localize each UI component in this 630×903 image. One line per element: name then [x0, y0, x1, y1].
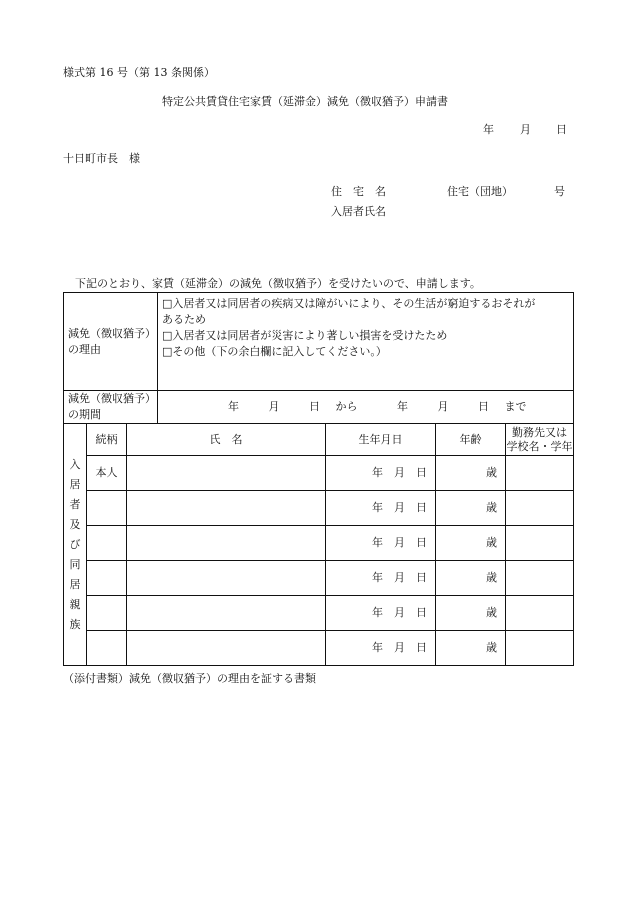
work-cell[interactable] — [506, 526, 574, 561]
relation-cell[interactable] — [87, 491, 127, 526]
date-month: 月 — [520, 123, 531, 136]
period-label: 減免（徴収猶予） の期間 — [64, 391, 158, 424]
resident-name-label: 入居者氏名 — [331, 205, 386, 218]
work-cell[interactable] — [506, 596, 574, 631]
header-work: 勤務先又は 学校名・学年 — [506, 424, 574, 456]
period-field[interactable]: 年 月 日 から 年 月 日 まで — [158, 391, 574, 424]
housing-text: 住宅（団地） — [447, 185, 513, 198]
birth-cell[interactable]: 年 月 日 — [326, 596, 436, 631]
work-cell[interactable] — [506, 491, 574, 526]
form-title: 特定公共賃貸住宅家賃（延滞金）減免（徴収猶予）申請書 — [162, 95, 448, 108]
housing-name-label: 住 宅 名 — [331, 185, 386, 198]
name-cell[interactable] — [127, 631, 326, 666]
form-number: 様式第 16 号（第 13 条関係） — [63, 66, 215, 79]
header-name: 氏 名 — [127, 424, 326, 456]
header-relation: 続柄 — [87, 424, 127, 456]
reason-row — [64, 293, 574, 391]
number-suffix: 号 — [554, 185, 565, 198]
birth-cell[interactable]: 年 月 日 — [326, 561, 436, 596]
name-cell[interactable] — [127, 561, 326, 596]
attachment-note: （添付書類）減免（徴収猶予）の理由を証する書類 — [63, 672, 316, 685]
relation-cell[interactable] — [87, 526, 127, 561]
name-cell[interactable] — [127, 456, 326, 491]
work-cell[interactable] — [506, 631, 574, 666]
name-cell[interactable] — [127, 596, 326, 631]
header-birth: 生年月日 — [326, 424, 436, 456]
work-cell[interactable] — [506, 456, 574, 491]
work-cell[interactable] — [506, 561, 574, 596]
name-cell[interactable] — [127, 526, 326, 561]
age-cell[interactable]: 歳 — [436, 491, 506, 526]
period-row — [64, 391, 574, 424]
reason-options[interactable] — [158, 293, 574, 391]
age-cell[interactable]: 歳 — [436, 631, 506, 666]
relation-cell[interactable] — [87, 631, 127, 666]
relation-cell[interactable] — [87, 596, 127, 631]
birth-cell[interactable]: 年 月 日 — [326, 631, 436, 666]
family-row — [64, 631, 574, 666]
birth-cell[interactable]: 年 月 日 — [326, 491, 436, 526]
intro-text: 下記のとおり、家賃（延滞金）の減免（徴収猶予）を受けたいので、申請します。 — [75, 277, 481, 290]
header-age: 年齢 — [436, 424, 506, 456]
relation-cell[interactable] — [87, 561, 127, 596]
family-row — [64, 561, 574, 596]
birth-cell[interactable]: 年 月 日 — [326, 526, 436, 561]
age-cell[interactable]: 歳 — [436, 596, 506, 631]
age-cell[interactable]: 歳 — [436, 456, 506, 491]
family-row — [64, 526, 574, 561]
reason-option-1-cont: あるため — [162, 313, 206, 326]
family-row — [64, 456, 574, 491]
date-day: 日 — [556, 123, 567, 136]
reason-label: 減免（徴収猶予） の理由 — [64, 293, 158, 391]
family-side-label: 入 居 者 及 び 同 居 親 族 — [64, 424, 87, 666]
application-table — [63, 292, 574, 666]
date-year: 年 — [483, 123, 494, 136]
reason-option-3[interactable]: □その他（下の余白欄に記入してください。） — [162, 345, 387, 358]
family-row — [64, 596, 574, 631]
birth-cell[interactable]: 年 月 日 — [326, 456, 436, 491]
family-row — [64, 491, 574, 526]
relation-cell[interactable]: 本人 — [87, 456, 127, 491]
addressee: 十日町市長 様 — [63, 152, 140, 165]
reason-option-1[interactable]: □入居者又は同居者の疾病又は障がいにより、その生活が窮迫するおそれが — [162, 297, 536, 310]
reason-option-2[interactable]: □入居者又は同居者が災害により著しい損害を受けたため — [162, 329, 448, 342]
name-cell[interactable] — [127, 491, 326, 526]
age-cell[interactable]: 歳 — [436, 561, 506, 596]
age-cell[interactable]: 歳 — [436, 526, 506, 561]
family-header-row — [64, 424, 574, 456]
